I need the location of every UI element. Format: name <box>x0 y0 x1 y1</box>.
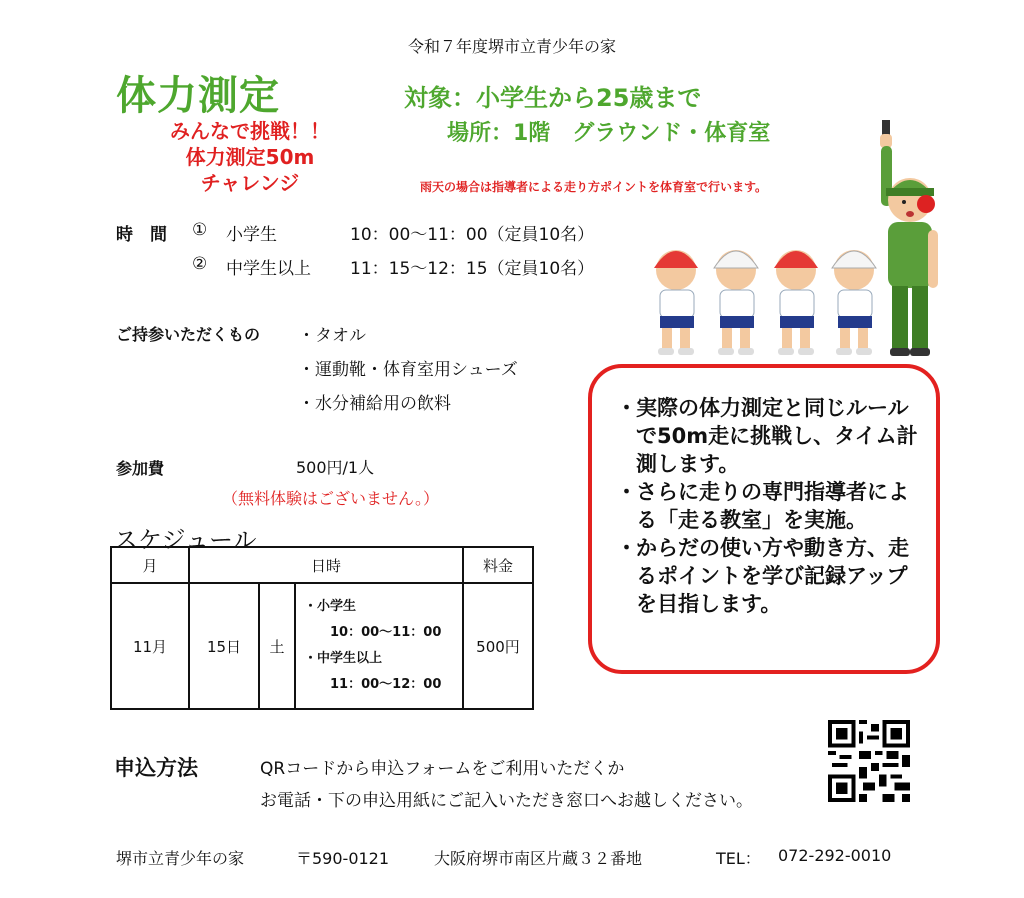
times-label: 時 間 <box>116 225 167 245</box>
fee-note: （無料体験はございません。） <box>222 489 439 508</box>
time-line-1: ・小学生 <box>304 599 357 614</box>
challenge-line-3: チャレンジ <box>200 171 300 195</box>
footer-address: 大阪府堺市南区片蔵３２番地 <box>434 849 643 868</box>
apply-label: 申込方法 <box>114 756 198 780</box>
feature-item <box>616 394 922 478</box>
fee-value: 500円/1人 <box>296 458 375 477</box>
time-row-2-num: ② <box>192 254 208 274</box>
child-3 <box>774 250 818 355</box>
feature-text-1: 実際の体力測定と同じルールで50m走に挑戦し、タイム計測します。 <box>636 396 918 476</box>
feature-text-3: からだの使い方や動き方、走るポイントを学び記録アップを目指します。 <box>636 536 909 616</box>
cell-weekday: 土 <box>259 583 295 709</box>
time-row-1-time: 10：00～11：00（定員10名） <box>350 225 595 245</box>
challenge-slogan <box>120 118 380 196</box>
header-datetime: 日時 <box>189 547 463 583</box>
cell-month: 11月 <box>111 583 189 709</box>
feature-item <box>616 478 922 534</box>
child-4 <box>832 250 876 355</box>
bullet: ・ <box>616 480 637 504</box>
fee-label: 参加費 <box>116 459 165 478</box>
feature-text-2: さらに走りの専門指導者による「走る教室」を実施。 <box>636 480 909 532</box>
apply-text-2: お電話・下の申込用紙にご記入いただき窓口へお越しください。 <box>260 791 753 811</box>
schedule-table <box>110 546 534 710</box>
time-line-3: ・中学生以上 <box>304 651 383 666</box>
child-2 <box>714 250 758 355</box>
page-title: 体力測定 <box>116 73 280 119</box>
challenge-line-2: 体力測定50m <box>185 145 315 169</box>
cell-times <box>295 583 463 709</box>
footer-org: 堺市立青少年の家 <box>116 849 245 868</box>
bullet: ・ <box>616 536 637 560</box>
rain-note: 雨天の場合は指導者による走り方ポイントを体育室で行います。 <box>420 180 768 194</box>
time-row-2-time: 11：15～12：15（定員10名） <box>350 259 595 279</box>
schedule-title: スケジュール <box>114 526 257 554</box>
feature-box <box>588 364 940 674</box>
time-row-1-group: 小学生 <box>226 225 277 245</box>
feature-list <box>616 394 922 618</box>
venue: 場所：1階 グラウンド・体育室 <box>447 121 771 146</box>
time-row-2-group: 中学生以上 <box>226 259 311 279</box>
time-line-2: 10：00～11：00 <box>330 625 442 640</box>
time-row-1-num: ① <box>192 220 208 240</box>
footer-tel-label: TEL： <box>716 849 761 868</box>
time-line-4: 11：00～12：00 <box>330 677 442 692</box>
target-audience: 対象：小学生から25歳まで <box>404 84 702 112</box>
footer-tel[interactable]: 072-292-0010 <box>778 846 892 865</box>
item-drink: ・水分補給用の飲料 <box>298 394 451 414</box>
item-shoes: ・運動靴・体育室用シューズ <box>298 360 518 380</box>
header-fee: 料金 <box>463 547 533 583</box>
cell-fee: 500円 <box>463 583 533 709</box>
child-1 <box>654 250 698 355</box>
runners-illustration <box>640 118 950 363</box>
bullet: ・ <box>616 396 637 420</box>
header-month: 月 <box>111 547 189 583</box>
footer-postal: 〒590-0121 <box>296 849 390 868</box>
organizer-year: 令和７年度堺市立青少年の家 <box>407 37 616 56</box>
coach-figure <box>880 120 938 356</box>
qr-code-icon[interactable] <box>828 720 910 802</box>
schedule-header-row <box>111 547 533 583</box>
schedule-row <box>111 583 533 709</box>
challenge-line-1: みんなで挑戦！！ <box>170 119 330 143</box>
items-label: ご持参いただくもの <box>116 325 261 344</box>
cell-day: 15日 <box>189 583 259 709</box>
item-towel: ・タオル <box>298 326 366 346</box>
feature-item <box>616 534 922 618</box>
apply-text-1: QRコードから申込フォームをご利用いただくか <box>260 759 625 779</box>
